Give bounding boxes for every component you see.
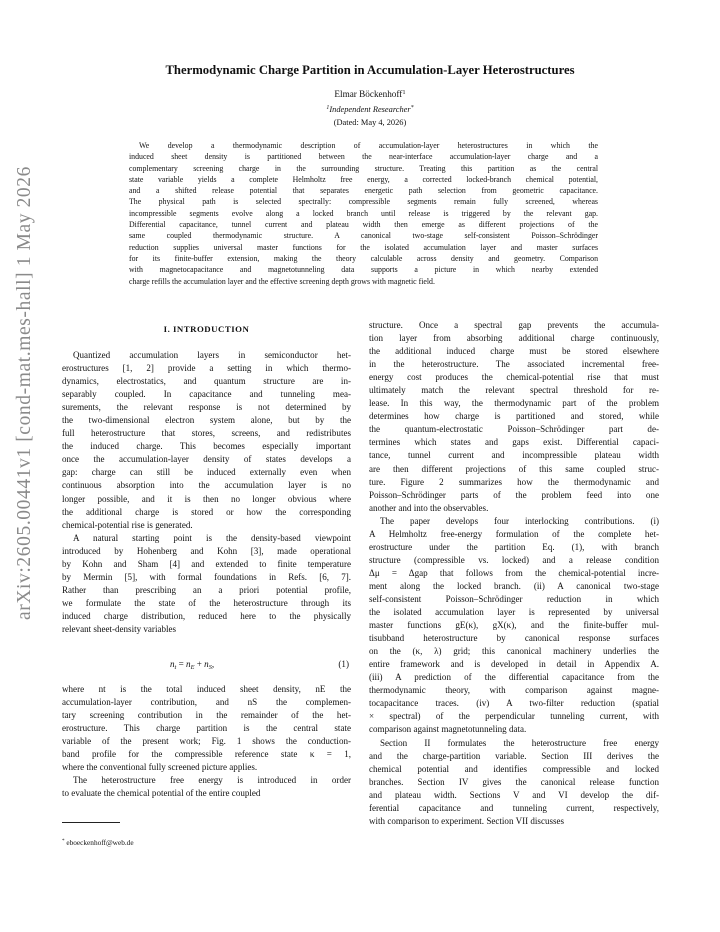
right-col-line: branches. Section IV gives the canonical release function [369, 776, 659, 787]
right-col-line: ment along the locked branch. (ii) A canonical two-stage [369, 580, 659, 591]
equation-body: $n_t = n_E + n_S$, [170, 659, 215, 671]
right-col-line: and plateau width. Sections V and VI develop the dif- [369, 789, 659, 800]
left-col-a-line: induced charge distribution, reduced here to the physically [62, 610, 351, 621]
left-col-b-line: The heterostructure free energy is introduced in order [73, 775, 351, 786]
abstract-line: complementary screening charge in the surrounding structure. Treating this partition as the central [129, 163, 598, 173]
right-col-line: (iii) A prediction of the differential capacitance from the [369, 672, 659, 683]
paper-title: Thermodynamic Charge Partition in Accumulation-Layer Heterostructures [165, 63, 575, 77]
affiliation-mark: 1 [326, 105, 330, 111]
right-col-line: Poisson–Schrödinger parts of the problem feed into one [369, 489, 659, 500]
left-col-a-line: Quantized accumulation layers in semiconductor het- [73, 350, 351, 360]
left-col-a-line: surements, the relevant response is not determined by [62, 402, 351, 413]
left-col-b-line: band profile for the compressible reference state κ = 1, [62, 749, 351, 760]
left-col-a-line: relevant sheet-density variables [62, 623, 177, 634]
right-col-line: energy cost produces the chemical-potential rise that must [369, 372, 659, 383]
right-col-line: lease. In this way, the thermodynamic part of the problem [369, 398, 659, 409]
right-col-line: tocapacitance traces. (iv) A two-filter reduction (spatial [369, 698, 659, 709]
affiliation-line [60, 105, 680, 114]
right-col-line: and the charge-partition variable. Section III derives the [369, 750, 659, 761]
footnote [62, 838, 134, 847]
left-col-a-line: A natural starting point is the density-based viewpoint [73, 532, 351, 543]
right-col-line: ture. Figure 2 summarizes how the thermodynamic and [369, 476, 659, 487]
abstract-line: The physical path is selected spectrally: compressible segments remain fully screened, whereas [129, 197, 598, 207]
right-col-line: tisubband heterostructure by canonical response surfaces [369, 633, 659, 644]
date-line: (Dated: May 4, 2026) [333, 118, 407, 127]
left-col-a-line: the additional charge is stored or how the corresponding [62, 506, 351, 517]
right-col-line: on the (κ, λ) grid; this canonical machinery underlies the [369, 646, 659, 657]
abstract-line: and a shifted release potential that separates energetic path selection from geometric capacitance. [129, 186, 598, 196]
abstract-line: Differential capacitance, tunnel current and plateau width then emerge as different projections of the [129, 220, 598, 230]
right-col-line: another and into the observables. [369, 502, 489, 513]
right-col-line: ferential capacitance and tunneling current, respectively, [369, 802, 659, 813]
right-col-line: termines which states and gaps exist. Differential capaci- [369, 437, 659, 448]
abstract-line: We develop a thermodynamic description of accumulation-layer heterostructures in which the [139, 141, 598, 150]
right-col-line: structure. Once a spectral gap prevents the accumula- [369, 320, 659, 330]
left-col-a-line: the two-dimensional electron system alone, but by the [62, 415, 351, 426]
section-heading-introduction: I. INTRODUCTION [163, 324, 250, 334]
abstract-line: for its finite-buffer extension, making the theory calculable across density and geometry. Comparison [129, 253, 598, 263]
arxiv-stamp-text: arXiv:2605.00441v1 [cond-mat.mes-hall] 1 May 2026 [14, 166, 35, 620]
right-col-line: the quantum-electrostatic Poisson–Schrödinger part de- [369, 424, 659, 435]
right-col-line: determines how charge is partitioned and stored, while [369, 411, 659, 422]
abstract-line: induced sheet density is partitioned between the near-interface accumulation-layer charge and a [129, 152, 598, 162]
right-col-line: ultimately match the relevant spectral threshold for re- [369, 385, 659, 396]
footnote-mark: * [62, 838, 65, 844]
left-col-a-line: once the accumulation-layer density of states develops a [62, 454, 351, 465]
abstract-line: reduction supplies universal master functions for the isolated accumulation layer and master surfaces [129, 242, 598, 252]
right-col-line: thermodynamic theory, with comparison against magne- [369, 685, 659, 696]
right-col-line: the additional induced charge must be stored elsewhere [369, 346, 659, 357]
left-col-a-line: gap: charge can still be induced externally even when [62, 467, 351, 478]
right-col-line: comparison against magnetotunneling data. [369, 724, 527, 735]
abstract [129, 140, 598, 287]
abstract-line: same coupled thermodynamic structure. A canonical two-stage self-consistent Poisson–Schrödinger [129, 231, 598, 241]
left-col-a-line: by Kohn and Sham [4] and extended to finite temperature [62, 558, 351, 569]
right-col-line: The paper develops four interlocking contributions. (i) [380, 515, 659, 526]
left-col-a-line: the induced charge. This becomes especially important [62, 441, 351, 452]
abstract-line: incompressible segments evolve along a locked branch until release is triggered by the relevant gap. [129, 208, 598, 218]
left-col-a-line: chemical-potential rise is generated. [62, 519, 193, 530]
left-column-upper [62, 349, 351, 636]
right-col-line: with comparison to experiment. Section VII discusses [369, 815, 565, 826]
left-col-a-line: full heterostructure that stores, screens, and redistributes [62, 428, 351, 439]
left-col-a-line: erostructures [1, 2] provide a setting in which thermo- [62, 363, 351, 374]
left-col-b-line: where the conventional fully screened picture applies. [62, 762, 258, 773]
right-col-line: Δμ = Δgap that follows from the chemical-potential incre- [369, 567, 659, 578]
right-col-line: erostructure under the partition Eq. (1), with branch [369, 541, 659, 552]
right-col-line: chemical potential and identifies compressible and locked [369, 763, 659, 774]
right-col-line: master functions gE(κ), gX(κ), and the finite-buffer mul- [369, 620, 659, 631]
author-affiliation-mark: 1 [402, 89, 406, 96]
left-col-a-line: separably coupled. In capacitance and tunneling mea- [62, 389, 351, 400]
right-col-line: entire framework and is developed in detail in Appendix A. [369, 659, 659, 670]
right-col-line: are then different projections of this same coupled struc- [369, 463, 659, 474]
left-column-lower [62, 683, 351, 800]
abstract-line: state variable yields a complete Helmholtz free energy, a corrected locked-branch chemical potential, [129, 174, 598, 184]
right-column [369, 319, 659, 828]
left-col-a-line: dynamics, electrostatics, and quantum structure are in- [62, 376, 351, 387]
left-col-a-line: Rather than prescribing an a priori potential profile, [62, 584, 351, 595]
affiliation-star: * [410, 105, 414, 111]
right-col-line: tance, tunnel current and incompressible plateau width [369, 450, 659, 461]
left-col-b-line: to evaluate the chemical potential of the entire coupled [62, 788, 261, 799]
equation-number: (1) [338, 659, 349, 669]
right-col-line: self-consistent Poisson–Schrödinger reduction in which [369, 593, 659, 604]
author-name: Elmar Böckenhoff [334, 89, 403, 99]
right-col-line: × spectral) of the perpendicular tunneling current, with [369, 711, 659, 722]
left-col-b-line: where nt is the total induced sheet density, nE the [62, 684, 351, 694]
right-col-line: the isolated accumulation layer is represented by universal [369, 607, 659, 618]
author-line [60, 89, 680, 99]
left-col-a-line: continuous absorption into the accumulation layer is no [62, 480, 351, 491]
right-col-line: structure (compressible vs. locked) and a release condition [369, 554, 659, 565]
footnote-rule [62, 822, 120, 823]
left-col-b-line: tary screening contribution in the remainder of the het- [62, 710, 351, 721]
right-col-line: Section II formulates the heterostructure free energy [380, 737, 659, 748]
left-col-a-line: by Mermin [5], with formal foundations in Refs. [6, 7]. [62, 571, 351, 582]
left-col-b-line: accumulation-layer contribution, and nS the complemen- [62, 697, 351, 708]
abstract-line: charge refills the accumulation layer and the effective screening depth grows with magnetic field. [129, 276, 435, 286]
left-col-a-line: introduced by Hohenberg and Kohn [3], made operational [62, 545, 351, 556]
left-col-a-line: we formulate the state of the heterostructure through its [62, 597, 351, 608]
left-col-b-line: variable of the present work; Fig. 1 shows the conduction- [62, 736, 351, 747]
left-col-a-line: longer possible, and it is then no longer obvious where [62, 493, 351, 504]
right-col-line: tion layer from absorbing additional charge continuously, [369, 333, 659, 344]
left-col-b-line: erostructure. This charge partition is the central state [62, 723, 351, 734]
footnote-email: eboeckenhoff@web.de [66, 838, 134, 847]
right-col-line: in the heterostructure. The associated incremental free- [369, 359, 659, 370]
right-col-line: A Helmholtz free-energy formulation of the complete het- [369, 528, 659, 539]
abstract-line: with magnetocapacitance and magnetotunneling data supports a picture in which nearby extended [129, 265, 598, 275]
affiliation-text: Independent Researcher [329, 105, 411, 114]
